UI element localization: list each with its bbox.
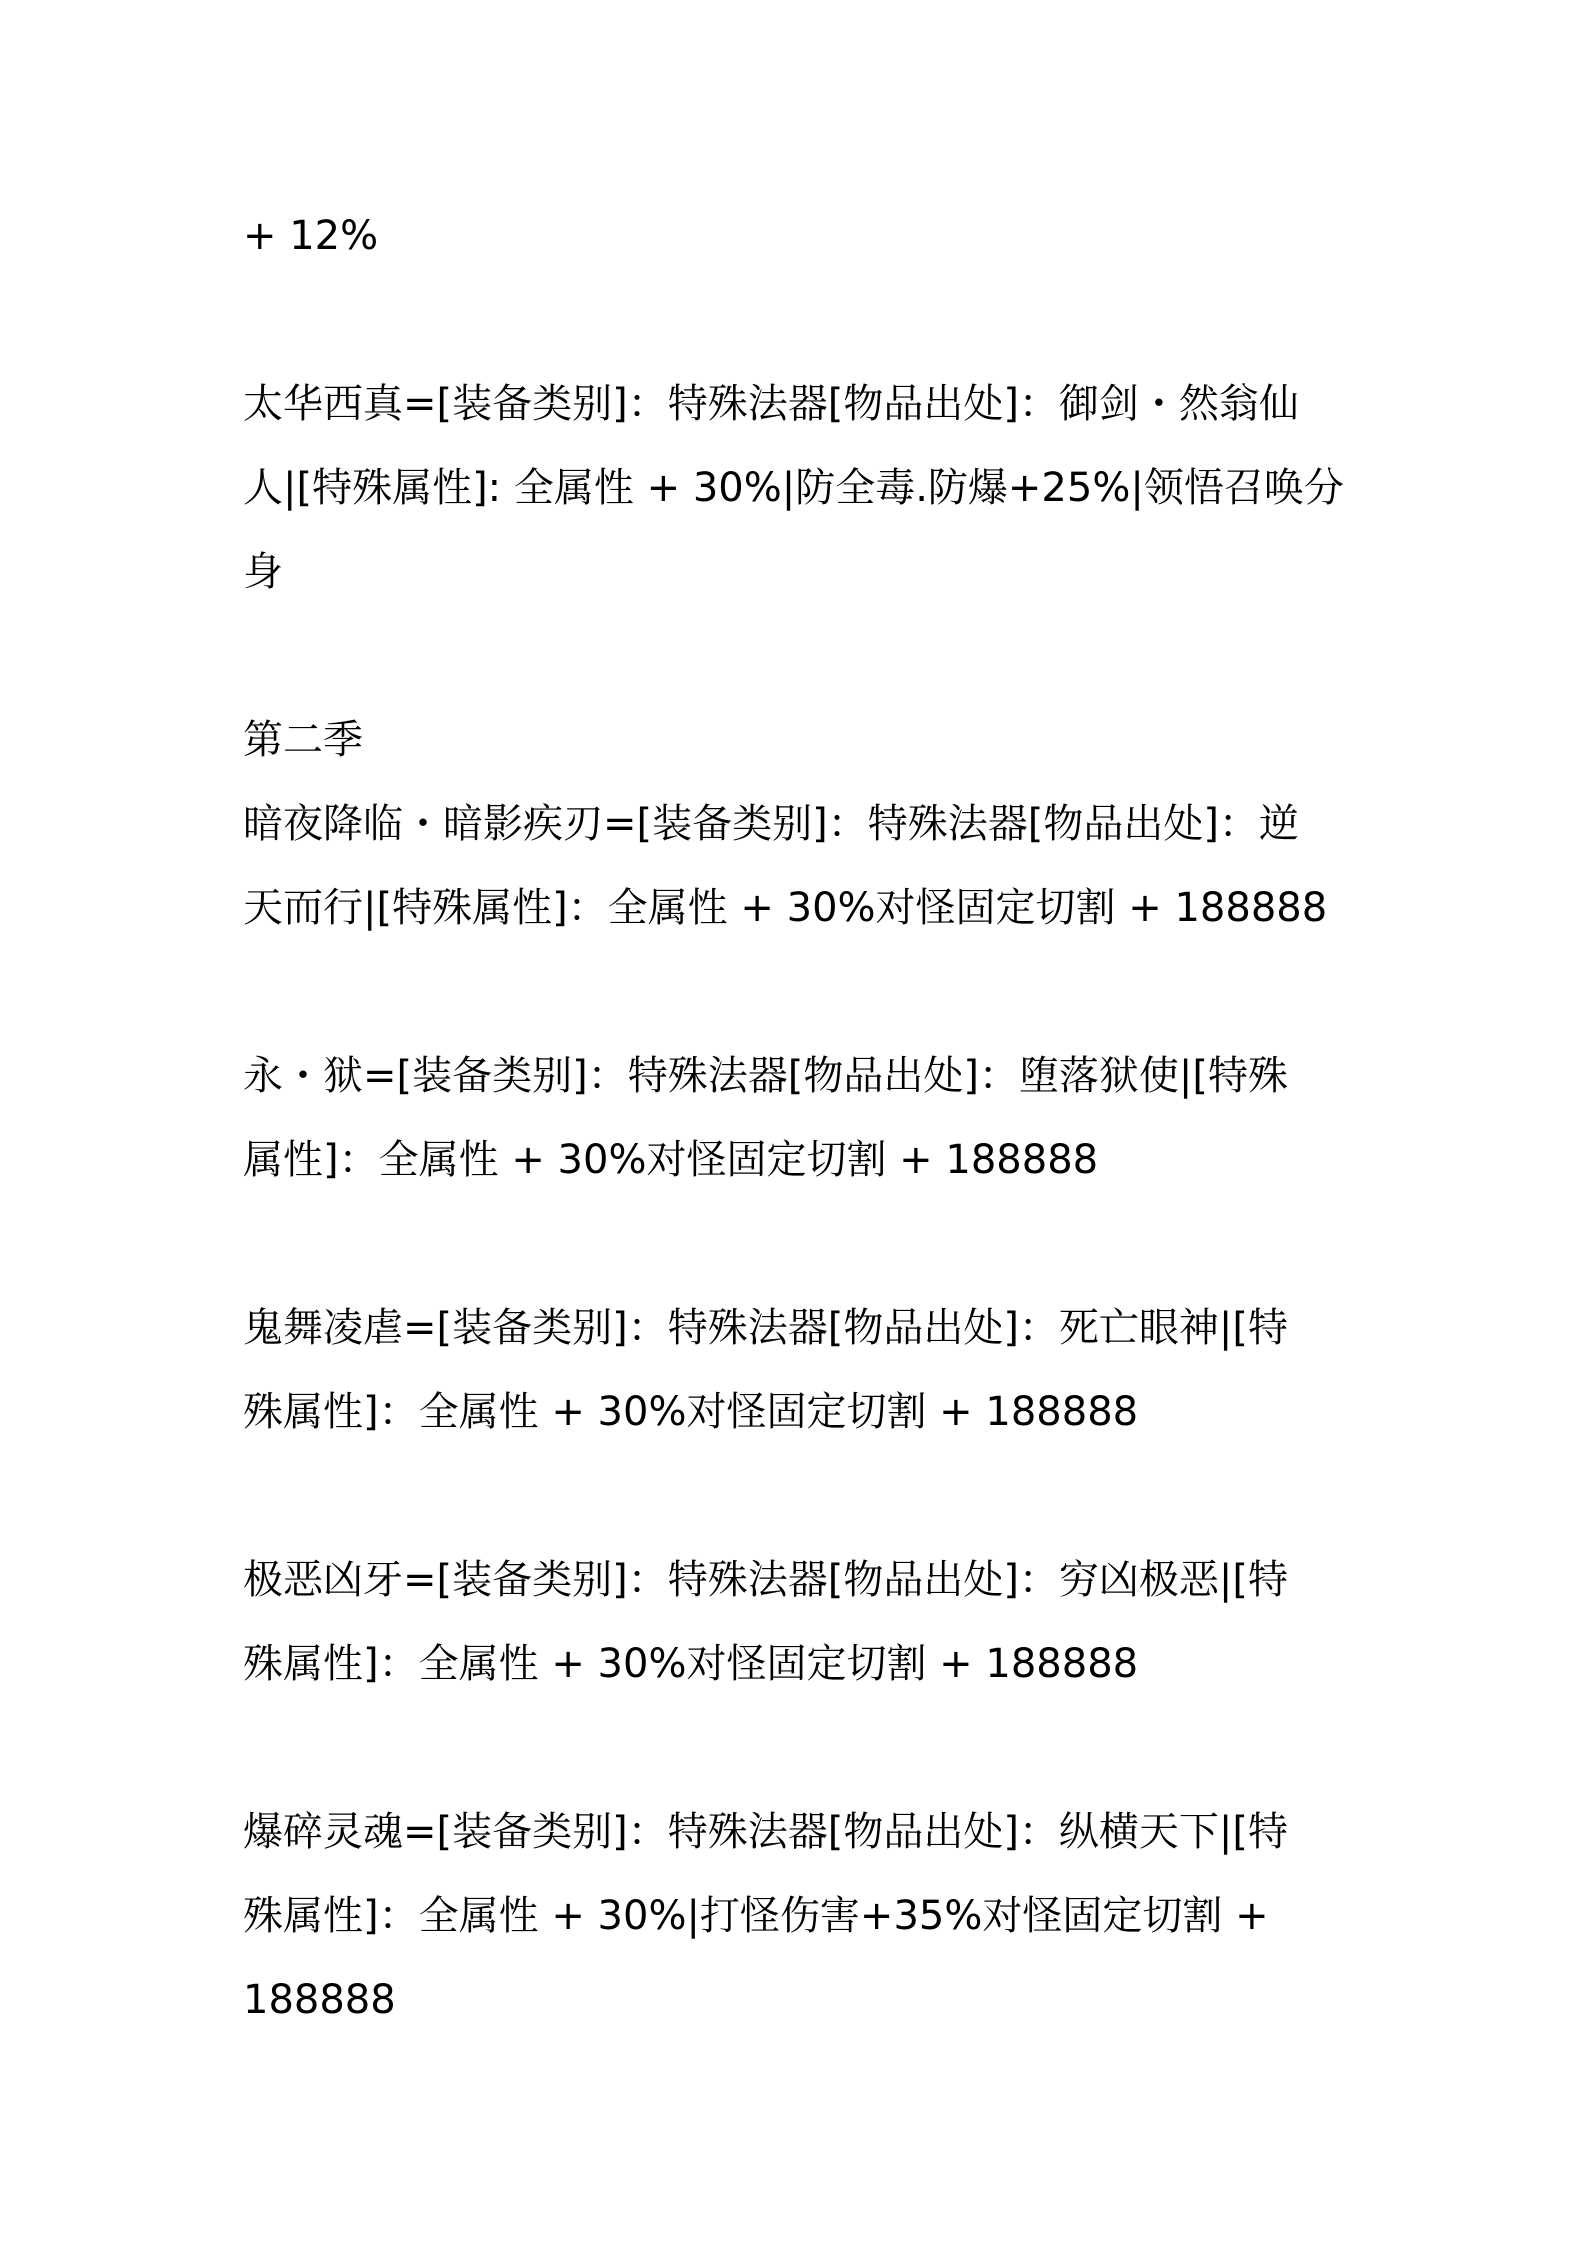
- text-line: 人|[特殊属性]: 全属性 + 30%|防全毒.防爆+25%|领悟召唤分: [243, 465, 1344, 511]
- text-line: 永・狱=[装备类别]：特殊法器[物品出处]：堕落狱使|[特殊: [243, 1053, 1289, 1099]
- text-line: 极恶凶牙=[装备类别]：特殊法器[物品出处]：穷凶极恶|[特: [243, 1557, 1289, 1603]
- text-line: 太华西真=[装备类别]：特殊法器[物品出处]：御剑・然翁仙: [243, 381, 1299, 427]
- text-line: 天而行|[特殊属性]：全属性 + 30%对怪固定切割 + 188888: [243, 885, 1328, 931]
- paragraph-guiwu-lingnue: [243, 1286, 1363, 1454]
- paragraph-yong-yu: [243, 1034, 1363, 1202]
- text-line: 殊属性]：全属性 + 30%对怪固定切割 + 188888: [243, 1389, 1139, 1435]
- paragraph-jie-xiongya: [243, 1538, 1363, 1706]
- text-line: 身: [243, 549, 283, 595]
- text-line: + 12%: [243, 213, 379, 259]
- text-line: 暗夜降临・暗影疾刃=[装备类别]：特殊法器[物品出处]：逆: [243, 801, 1299, 847]
- text-line: 殊属性]：全属性 + 30%对怪固定切割 + 188888: [243, 1641, 1139, 1687]
- section-heading: 第二季: [243, 717, 363, 763]
- text-line: 爆碎灵魂=[装备类别]：特殊法器[物品出处]：纵横天下|[特: [243, 1809, 1289, 1855]
- paragraph-taihua-xizhen: [243, 362, 1363, 614]
- paragraph-baosui-linghun: [243, 1790, 1363, 2042]
- text-line: 鬼舞凌虐=[装备类别]：特殊法器[物品出处]：死亡眼神|[特: [243, 1305, 1289, 1351]
- text-line: 属性]：全属性 + 30%对怪固定切割 + 188888: [243, 1137, 1099, 1183]
- text-line: 殊属性]：全属性 + 30%|打怪伤害+35%对怪固定切割 +: [243, 1893, 1269, 1939]
- paragraph-percent-line: [243, 194, 1363, 278]
- paragraph-season-two: [243, 698, 1363, 950]
- text-line: 188888: [243, 1977, 396, 2023]
